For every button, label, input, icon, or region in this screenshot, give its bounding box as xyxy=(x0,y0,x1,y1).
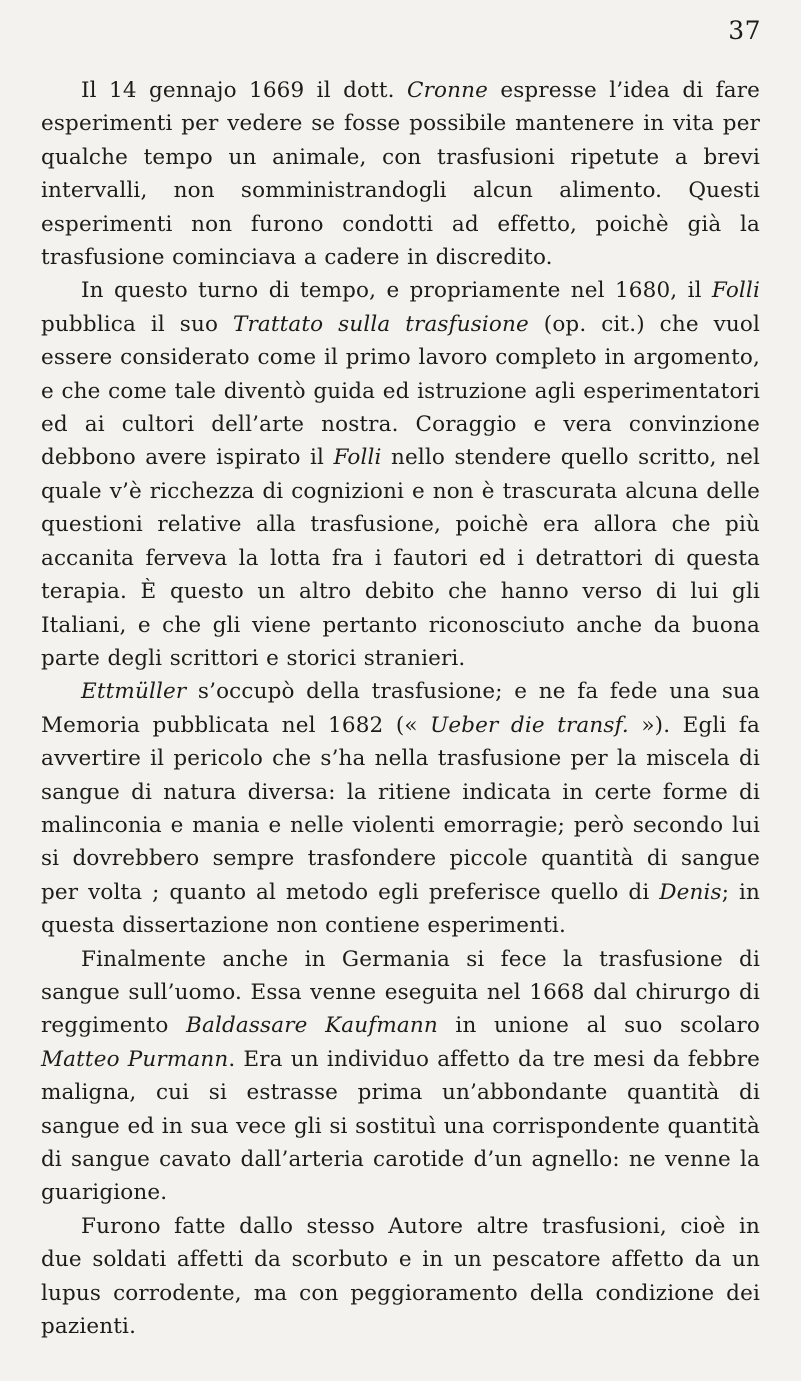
italic-text: Cronne xyxy=(407,78,488,103)
text-run: in unione al suo scolaro xyxy=(437,1013,760,1039)
text-run: . Era un individuo affetto da tre mesi da febbre maligna, cui si estrasse prima un’abbondante quantità di sangue ed in sua vece gli si sostituì una corrispondente quantità di sangue cavato dall’arteria carotide d’un agnello: ne venne la guarigione. xyxy=(41,1046,760,1206)
italic-text: Folli xyxy=(333,445,382,471)
paragraph xyxy=(41,274,760,675)
paragraph xyxy=(41,675,760,942)
text-run: nello stendere quello scritto, nel quale v’è ricchezza di cognizioni e non è trascurata alcuna delle questioni relative alla trasfusione, poichè era allora che più accanita ferveva la lotta fra i fautori ed i detrattori di questa terapia. È questo un altro debito che hanno verso di lui gli Italiani, e che gli viene pertanto riconosciuto anche da buona parte degli scrittori e storici stranieri. xyxy=(41,445,760,671)
italic-text: Baldassare Kaufmann xyxy=(186,1013,438,1039)
italic-text: Ettmüller xyxy=(81,679,187,705)
page-number: 37 xyxy=(728,16,761,45)
text-run: Il 14 gennajo 1669 il dott. xyxy=(81,78,407,103)
text-run: »). Egli fa avvertire il pericolo che s’ha nella trasfusione per la miscela di sangue di natura diversa: la ritiene indicata in certe forme di malinconia e mania e nelle violenti emorragie; però secondo lui si dovrebbero sempre trasfondere piccole quantità di sangue per volta ; quanto al metodo egli preferisce quello di xyxy=(41,712,760,905)
paragraph xyxy=(41,1210,760,1344)
text-run: s’occupò della trasfusione; e ne fa fede una sua Memoria pubblicata nel 1682 (« xyxy=(41,679,760,738)
text-run: pubblica il suo xyxy=(41,311,233,337)
text-run: In questo turno di tempo, e propriamente nel 1680, il xyxy=(81,278,712,304)
italic-text: Denis xyxy=(659,879,722,905)
text-run: espresse l’idea di fare esperimenti per vedere se fosse possibile mantenere in vita per qualche tempo un animale, con trasfusioni ripetute a brevi intervalli, non somministrandogli alcun alimento. Questi esperimenti non furono condotti ad effetto, poichè già la trasfusione cominciava a cadere in discredito. xyxy=(41,78,760,271)
italic-text: Trattato sulla trasfusione xyxy=(232,311,529,337)
text-run: Finalmente anche in Germania si fece la trasfusione di sangue sull’uomo. Essa venne eseguita nel 1668 dal chirurgo di reggimento xyxy=(41,946,760,1039)
text-run: ; in questa dissertazione non contiene esperimenti. xyxy=(41,879,760,939)
paragraph xyxy=(41,74,760,274)
text-run: (op. cit.) che vuol essere considerato come il primo lavoro completo in argomento, e che come tale diventò guida ed istruzione agli esperimentatori ed ai cultori dell’arte nostra. Coraggio e vera convinzione debbono avere ispirato il xyxy=(41,311,760,471)
text-run: Furono fatte dallo stesso Autore altre trasfusioni, cioè in due soldati affetti da scorbuto e in un pescatore affetto da un lupus corrodente, ma con peggioramento della condizione dei pazienti. xyxy=(41,1213,760,1340)
italic-text: Ueber die transf. xyxy=(430,712,629,738)
italic-text: Folli xyxy=(711,278,760,304)
body-text xyxy=(41,74,760,1343)
paragraph xyxy=(41,943,760,1210)
italic-text: Matteo Purmann xyxy=(41,1046,229,1072)
